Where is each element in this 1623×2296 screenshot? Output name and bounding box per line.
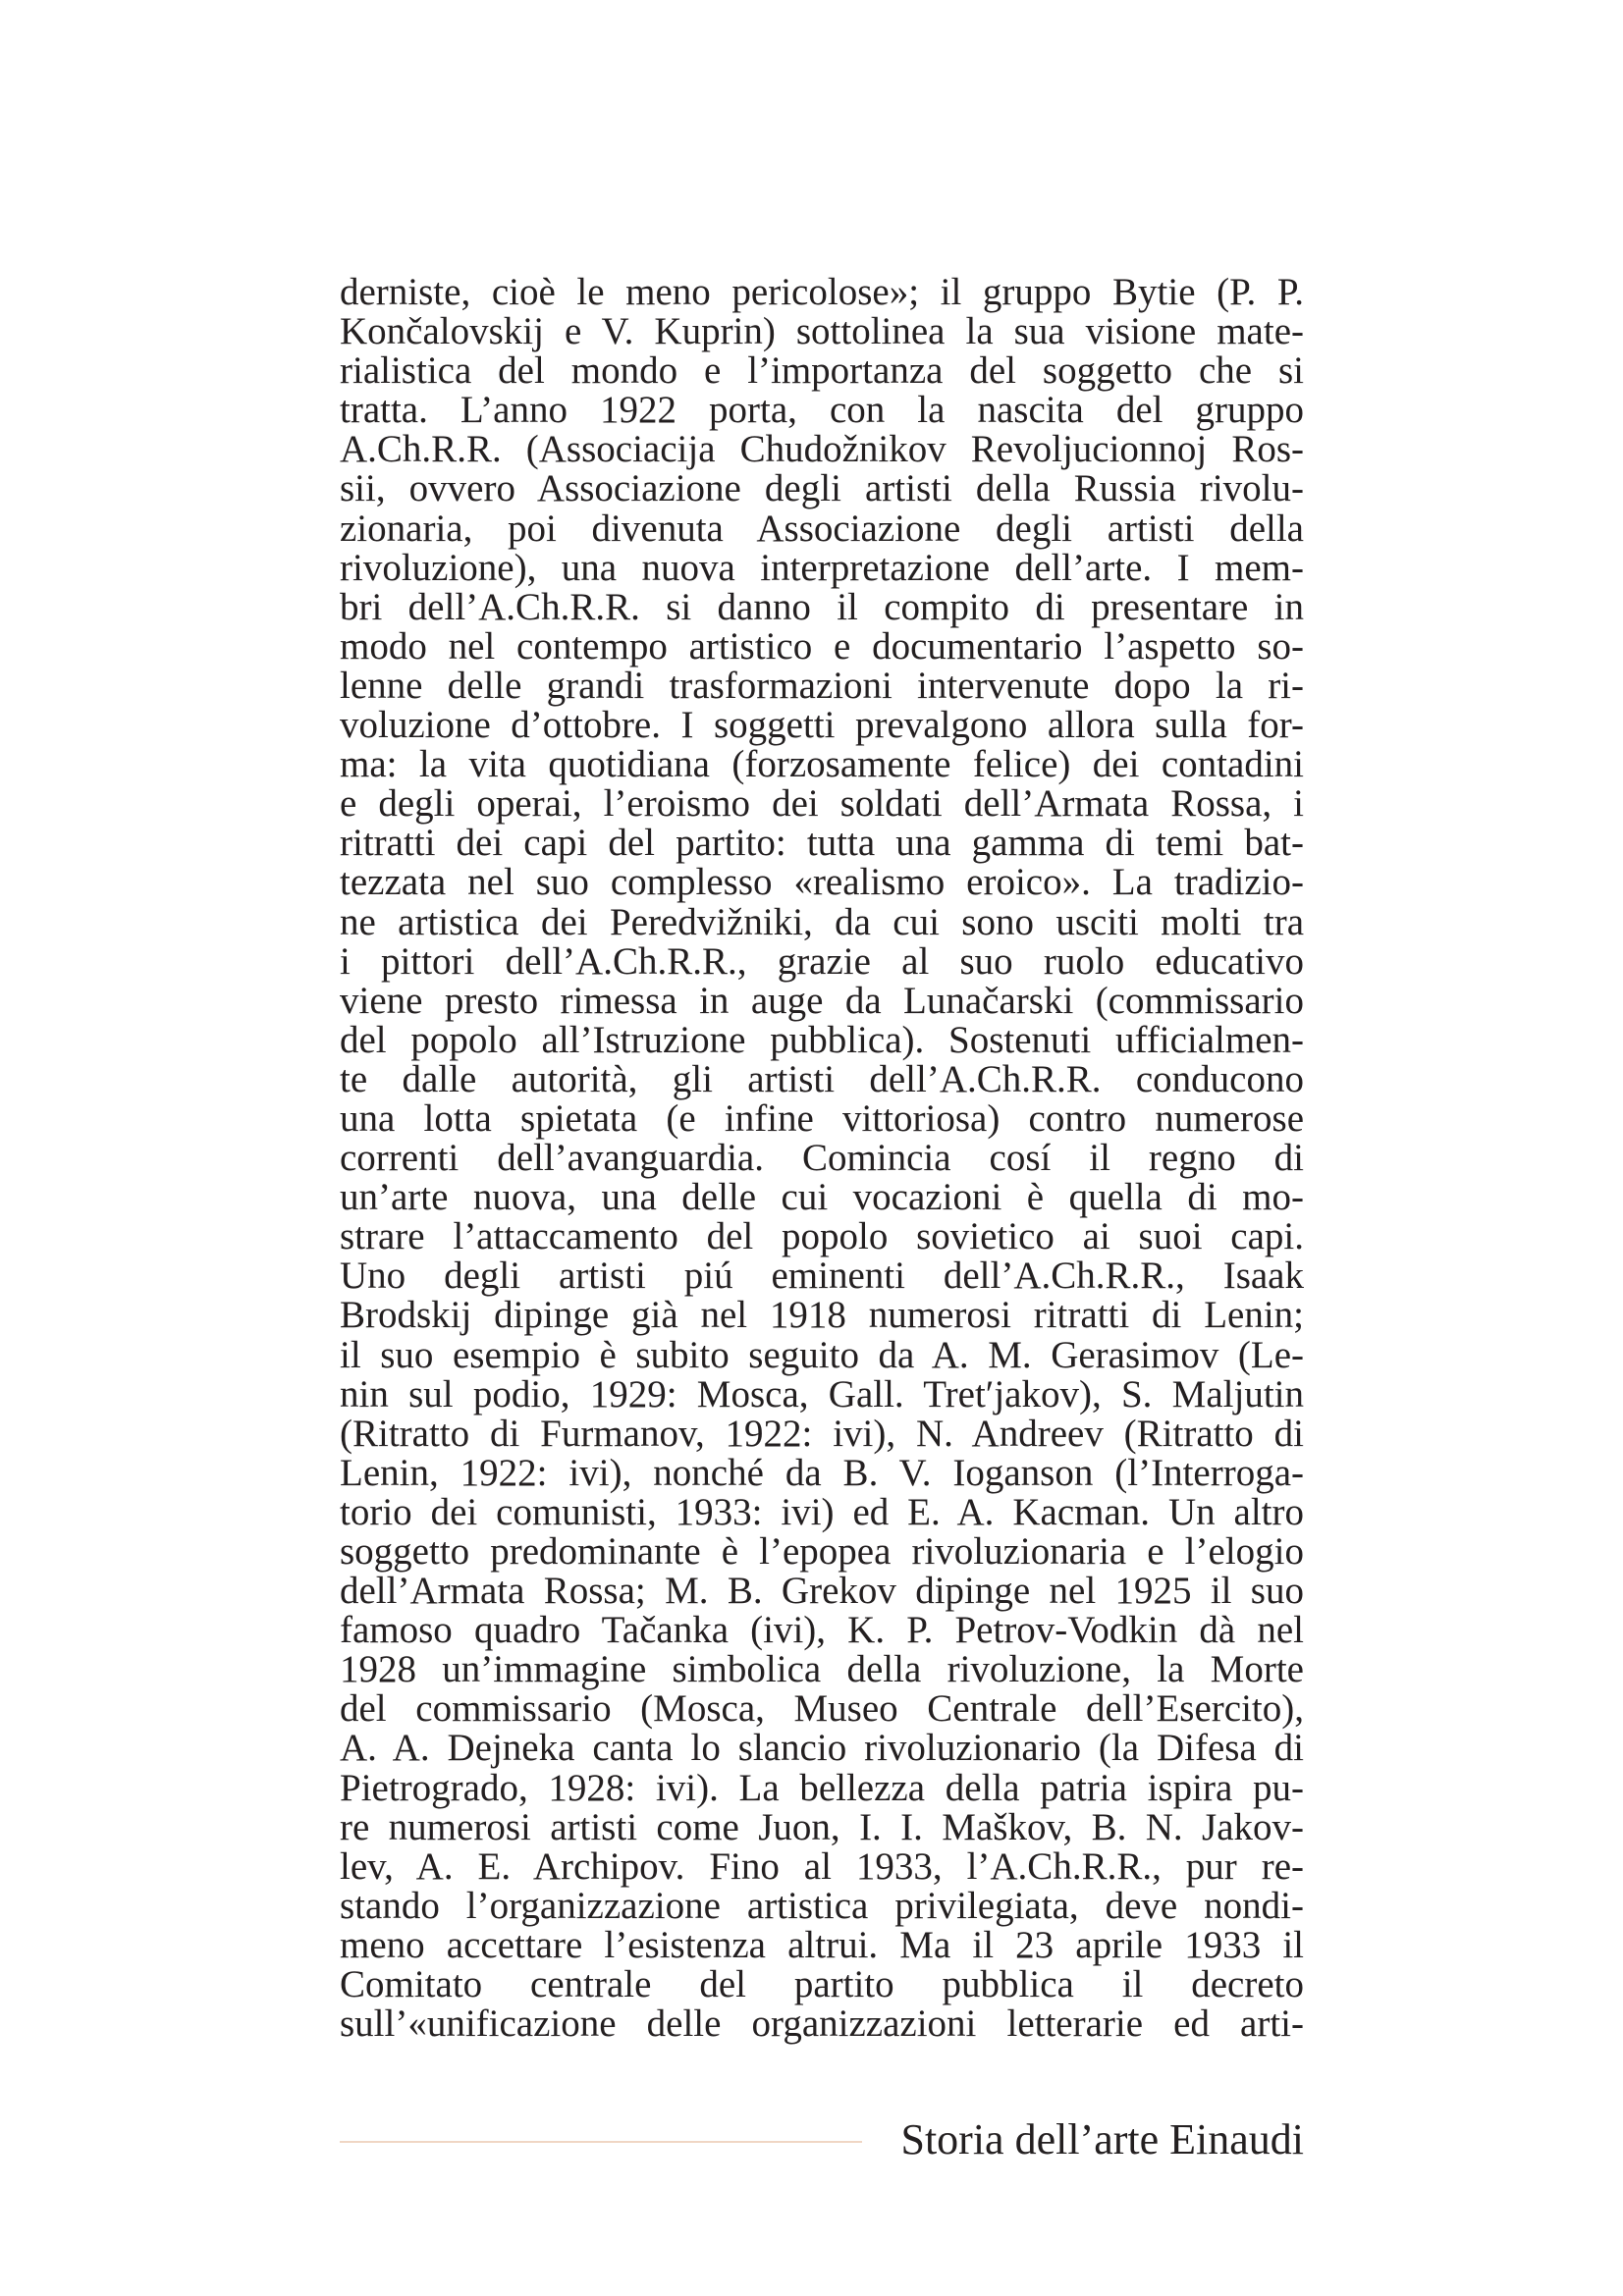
text-line: zionaria, poi divenuta Associazione degli artisti della xyxy=(340,507,1304,550)
text-line: ne artistica dei Peredvižniki, da cui sono usciti molti tra xyxy=(340,900,1304,943)
text-line: nin sul podio, 1929: Mosca, Gall. Tret′jakov), S. Maljutin xyxy=(340,1372,1304,1415)
text-line: bri dell’A.Ch.R.R. si danno il compito di presentare in xyxy=(340,585,1304,628)
text-line: meno accettare l’esistenza altrui. Ma il 23 aprile 1933 il xyxy=(340,1923,1304,1966)
text-line: del popolo all’Istruzione pubblica). Sostenuti ufficialmen- xyxy=(340,1018,1304,1061)
text-line: Lenin, 1922: ivi), nonché da B. V. Ioganson (l’Interroga- xyxy=(340,1451,1304,1494)
text-line: Brodskij dipinge già nel 1918 numerosi ritratti di Lenin; xyxy=(340,1294,1304,1337)
text-line: correnti dell’avanguardia. Comincia cosí il regno di xyxy=(340,1137,1304,1180)
text-line: viene presto rimessa in auge da Lunačarski (commissario xyxy=(340,979,1304,1022)
text-line: del commissario (Mosca, Museo Centrale dell’Esercito), xyxy=(340,1687,1304,1731)
text-line: (Ritratto di Furmanov, 1922: ivi), N. Andreev (Ritratto di xyxy=(340,1412,1304,1455)
text-line: te dalle autorità, gli artisti dell’A.Ch.R.R. conducono xyxy=(340,1057,1304,1100)
text-line: sii, ovvero Associazione degli artisti della Russia rivolu- xyxy=(340,467,1304,510)
text-line: il suo esempio è subito seguito da A. M. Gerasimov (Le- xyxy=(340,1333,1304,1376)
text-line: Uno degli artisti piú eminenti dell’A.Ch.R.R., Isaak xyxy=(340,1255,1304,1298)
text-line: soggetto predominante è l’epopea rivoluzionaria e l’elogio xyxy=(340,1530,1304,1573)
text-line: 1928 un’immagine simbolica della rivoluzione, la Morte xyxy=(340,1648,1304,1691)
text-line: ritratti dei capi del partito: tutta una gamma di temi bat- xyxy=(340,822,1304,865)
text-line: modo nel contempo artistico e documentario l’aspetto so- xyxy=(340,624,1304,667)
text-line: un’arte nuova, una delle cui vocazioni è quella di mo- xyxy=(340,1176,1304,1219)
body-text xyxy=(340,273,1304,2044)
text-line: A. A. Dejneka canta lo slancio rivoluzionario (la Difesa di xyxy=(340,1727,1304,1770)
page-footer xyxy=(340,2110,1304,2169)
text-line: strare l’attaccamento del popolo sovietico ai suoi capi. xyxy=(340,1215,1304,1258)
text-line: rialistica del mondo e l’importanza del soggetto che si xyxy=(340,349,1304,393)
text-line: dell’Armata Rossa; M. B. Grekov dipinge nel 1925 il suo xyxy=(340,1570,1304,1613)
text-line: Comitato centrale del partito pubblica il decreto xyxy=(340,1963,1304,2006)
text-line: famoso quadro Tačanka (ivi), K. P. Petrov-Vodkin dà nel xyxy=(340,1609,1304,1652)
text-line: i pittori dell’A.Ch.R.R., grazie al suo ruolo educativo xyxy=(340,939,1304,983)
text-line: lev, A. E. Archipov. Fino al 1933, l’A.Ch.R.R., pur re- xyxy=(340,1844,1304,1888)
text-line: tezzata nel suo complesso «realismo eroico». La tradizio- xyxy=(340,861,1304,904)
footer-title: Storia dell’arte Einaudi xyxy=(900,2115,1304,2163)
text-line: Pietrogrado, 1928: ivi). La bellezza della patria ispira pu- xyxy=(340,1766,1304,1809)
text-line: voluzione d’ottobre. I soggetti prevalgono allora sulla for- xyxy=(340,704,1304,747)
text-line: A.Ch.R.R. (Associacija Chudožnikov Revoljucionnoj Ros- xyxy=(340,428,1304,471)
text-line: stando l’organizzazione artistica privilegiata, deve nondi- xyxy=(340,1884,1304,1927)
text-line: e degli operai, l’eroismo dei soldati dell’Armata Rossa, i xyxy=(340,782,1304,826)
text-line: torio dei comunisti, 1933: ivi) ed E. A. Kacman. Un altro xyxy=(340,1490,1304,1533)
text-line: rivoluzione), una nuova interpretazione dell’arte. I mem- xyxy=(340,546,1304,589)
text-line: lenne delle grandi trasformazioni intervenute dopo la ri- xyxy=(340,664,1304,707)
footer-rule xyxy=(340,2141,862,2143)
text-line: derniste, cioè le meno pericolose»; il gruppo Bytie (P. P. xyxy=(340,271,1304,313)
text-line: tratta. L’anno 1922 porta, con la nascita del gruppo xyxy=(340,389,1304,432)
text-line: una lotta spietata (e infine vittoriosa) contro numerose xyxy=(340,1096,1304,1140)
text-line: re numerosi artisti come Juon, I. I. Maškov, B. N. Jakov- xyxy=(340,1805,1304,1848)
text-line: sull’«unificazione delle organizzazioni letterarie ed arti- xyxy=(340,2002,1304,2046)
text-line: ma: la vita quotidiana (forzosamente felice) dei contadini xyxy=(340,743,1304,786)
text-line: Končalovskij e V. Kuprin) sottolinea la sua visione mate- xyxy=(340,310,1304,353)
